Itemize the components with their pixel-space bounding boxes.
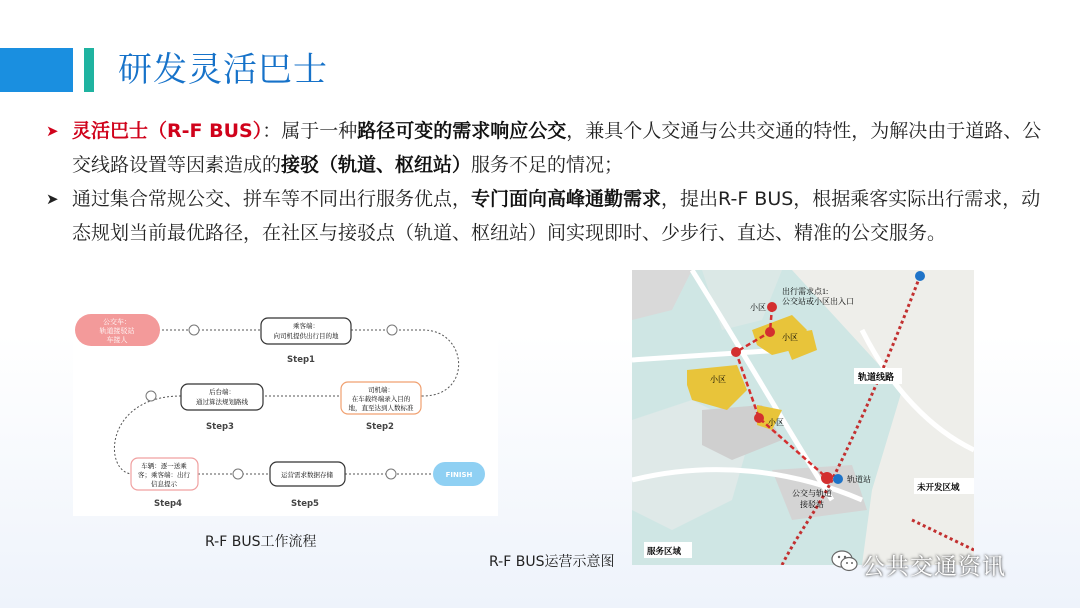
bullet-list — [44, 114, 1054, 250]
svg-text:FINISH: FINISH — [445, 471, 473, 479]
undeveloped-label: 未开发区域 — [917, 482, 960, 492]
service-area-label: 服务区域 — [647, 546, 682, 556]
bus-rail-stop-line-2: 接驳站 — [800, 500, 824, 509]
bullet-arrow-icon: ➤ — [46, 190, 59, 208]
page-title: 研发灵活巴士 — [118, 50, 328, 90]
svg-text:小区: 小区 — [710, 375, 726, 384]
svg-text:运营需求数据存储: 运营需求数据存储 — [281, 471, 333, 479]
svg-text:司机端：: 司机端： — [368, 386, 394, 394]
bullet-arrow-icon: ➤ — [46, 122, 59, 140]
flow-caption: R-F BUS工作流程 — [205, 534, 317, 550]
start-line-3: 车接人 — [106, 336, 128, 344]
svg-text:乘客端：: 乘客端： — [293, 322, 319, 330]
bus-rail-stop-line-1: 公交与轨道 — [792, 489, 832, 498]
svg-text:客；乘客端：出行: 客；乘客端：出行 — [138, 471, 190, 479]
term-name: 灵活巴士（R-F BUS） — [72, 120, 263, 142]
start-line-1: 公交车： — [103, 318, 131, 326]
svg-text:后台端：: 后台端： — [209, 388, 235, 396]
svg-text:小区: 小区 — [768, 418, 784, 427]
svg-text:向司机提供出行目的地: 向司机提供出行目的地 — [273, 332, 339, 340]
header-teal-bar — [84, 48, 94, 92]
rail-line-label: 轨道线路 — [858, 372, 895, 382]
header-blue-bar — [0, 48, 73, 92]
svg-text:地，直至达到人数标准: 地，直至达到人数标准 — [348, 404, 414, 412]
step2-label: Step2 — [366, 422, 394, 432]
svg-text:小区: 小区 — [782, 333, 798, 342]
step4-label: Step4 — [154, 499, 182, 509]
community-label: 小区 — [750, 303, 766, 312]
start-line-2: 轨道接驳站 — [99, 327, 135, 335]
rail-station-label: 轨道站 — [847, 475, 871, 484]
svg-text:车辆：逐一送乘: 车辆：逐一送乘 — [141, 462, 187, 470]
step1-label: Step1 — [287, 355, 315, 365]
flow-diagram — [73, 296, 498, 516]
bullet-item-2: ➤ 通过集合常规公交、拼车等不同出行服务优点，专门面向高峰通勤需求，提出R-F BUS，根据乘客实际出行需求，动态规划当前最优路径，在社区与接驳点（轨道、枢纽站）间实现即时、少步行、直达、精准的公交服务。 — [44, 182, 1054, 250]
bullet-item-1: ➤ 灵活巴士（R-F BUS）：属于一种路径可变的需求响应公交，兼具个人交通与公共交通的特性，为解决由于道路、公交线路设置等因素造成的接驳（轨道、枢纽站）服务不足的情况； — [44, 114, 1054, 182]
wechat-icon — [831, 549, 859, 573]
svg-text:通过算法规划路线: 通过算法规划路线 — [196, 398, 248, 406]
step5-label: Step5 — [291, 499, 319, 509]
demand-point-line-1: 出行需求点1: — [782, 287, 829, 296]
map-caption: R-F BUS运营示意图 — [489, 554, 615, 570]
watermark-text: 公共交通资讯 — [862, 554, 1006, 580]
demand-point-line-2: 公交站或小区出入口 — [782, 297, 854, 306]
step3-label: Step3 — [206, 422, 234, 432]
operation-map — [632, 270, 974, 565]
svg-text:信息提示: 信息提示 — [151, 480, 177, 488]
svg-text:在车载终端录入目的: 在车载终端录入目的 — [351, 395, 411, 403]
